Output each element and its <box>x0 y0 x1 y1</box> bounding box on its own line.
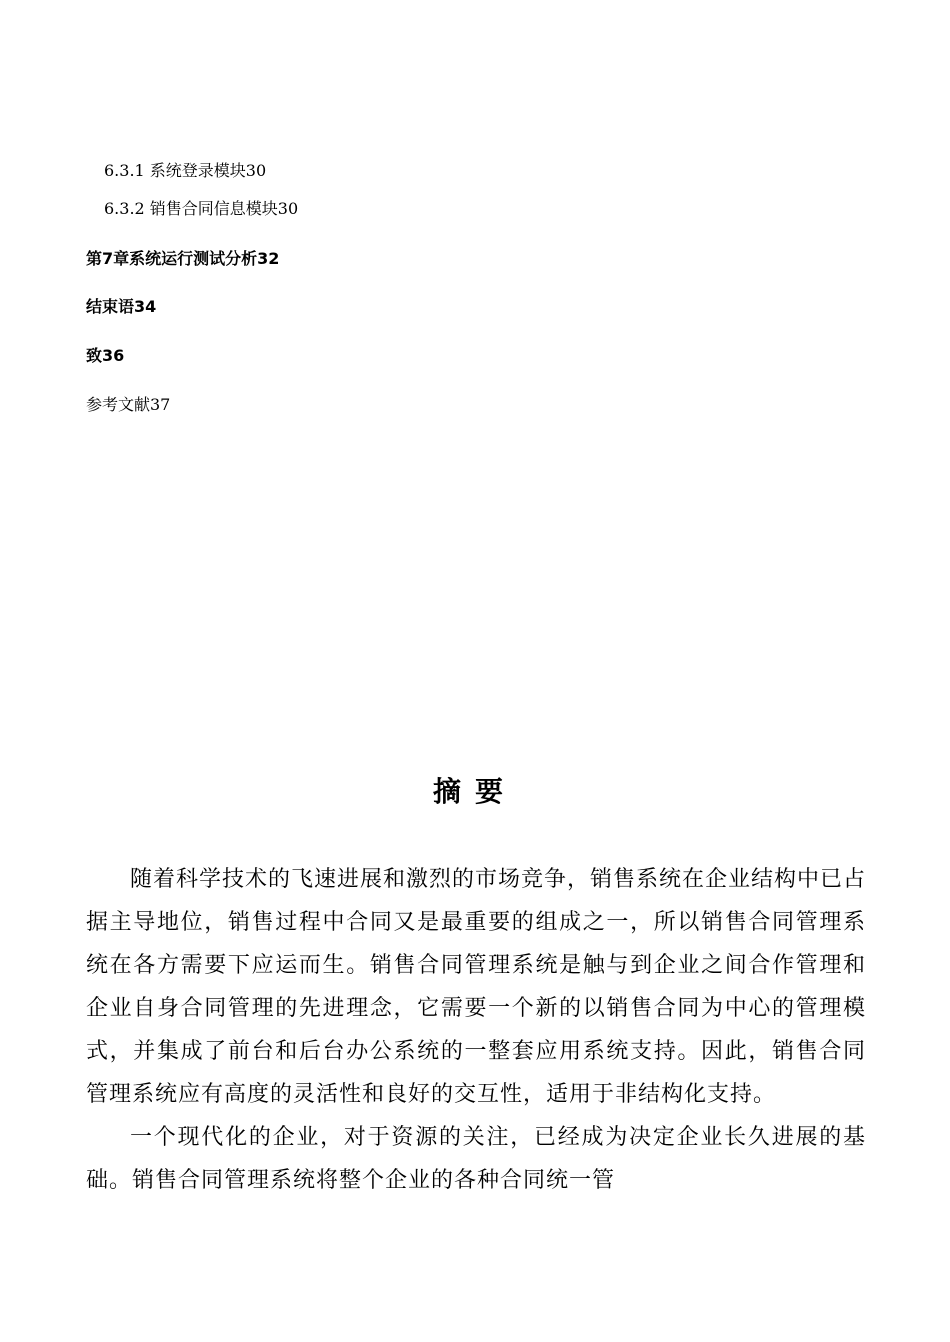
abstract-paragraph: 一个现代化的企业，对于资源的关注，已经成为决定企业长久进展的基础。销售合同管理系统将整个企业的各种合同统一管 <box>86 1125 866 1193</box>
toc-entry-conclusion: 结束语34 <box>86 297 157 316</box>
toc-entry-acknowledgement: 致36 <box>86 346 125 365</box>
toc-entry-references: 参考文献37 <box>86 395 171 414</box>
toc-entry-chapter-7: 第7章系统运行测试分析32 <box>86 249 280 268</box>
abstract-body <box>86 858 866 1202</box>
abstract-title: 摘要 <box>432 775 517 808</box>
toc-entry-6-3-2: 6.3.2 销售合同信息模块30 <box>104 199 299 218</box>
toc-entry-6-3-1: 6.3.1 系统登录模块30 <box>104 161 267 180</box>
abstract-paragraph: 随着科学技术的飞速进展和激烈的市场竞争，销售系统在企业结构中已占据主导地位，销售过程中合同又是最重要的组成之一，所以销售合同管理系统在各方需要下应运而生。销售合同管理系统是触与到企业之间合作管理和企业自身合同管理的先进理念，它需要一个新的以销售合同为中心的管理模式，并集成了前台和后台办公系统的一整套应用系统支持。因此，销售合同管理系统应有高度的灵活性和良好的交互性，适用于非结构化支持。 <box>86 867 867 1107</box>
